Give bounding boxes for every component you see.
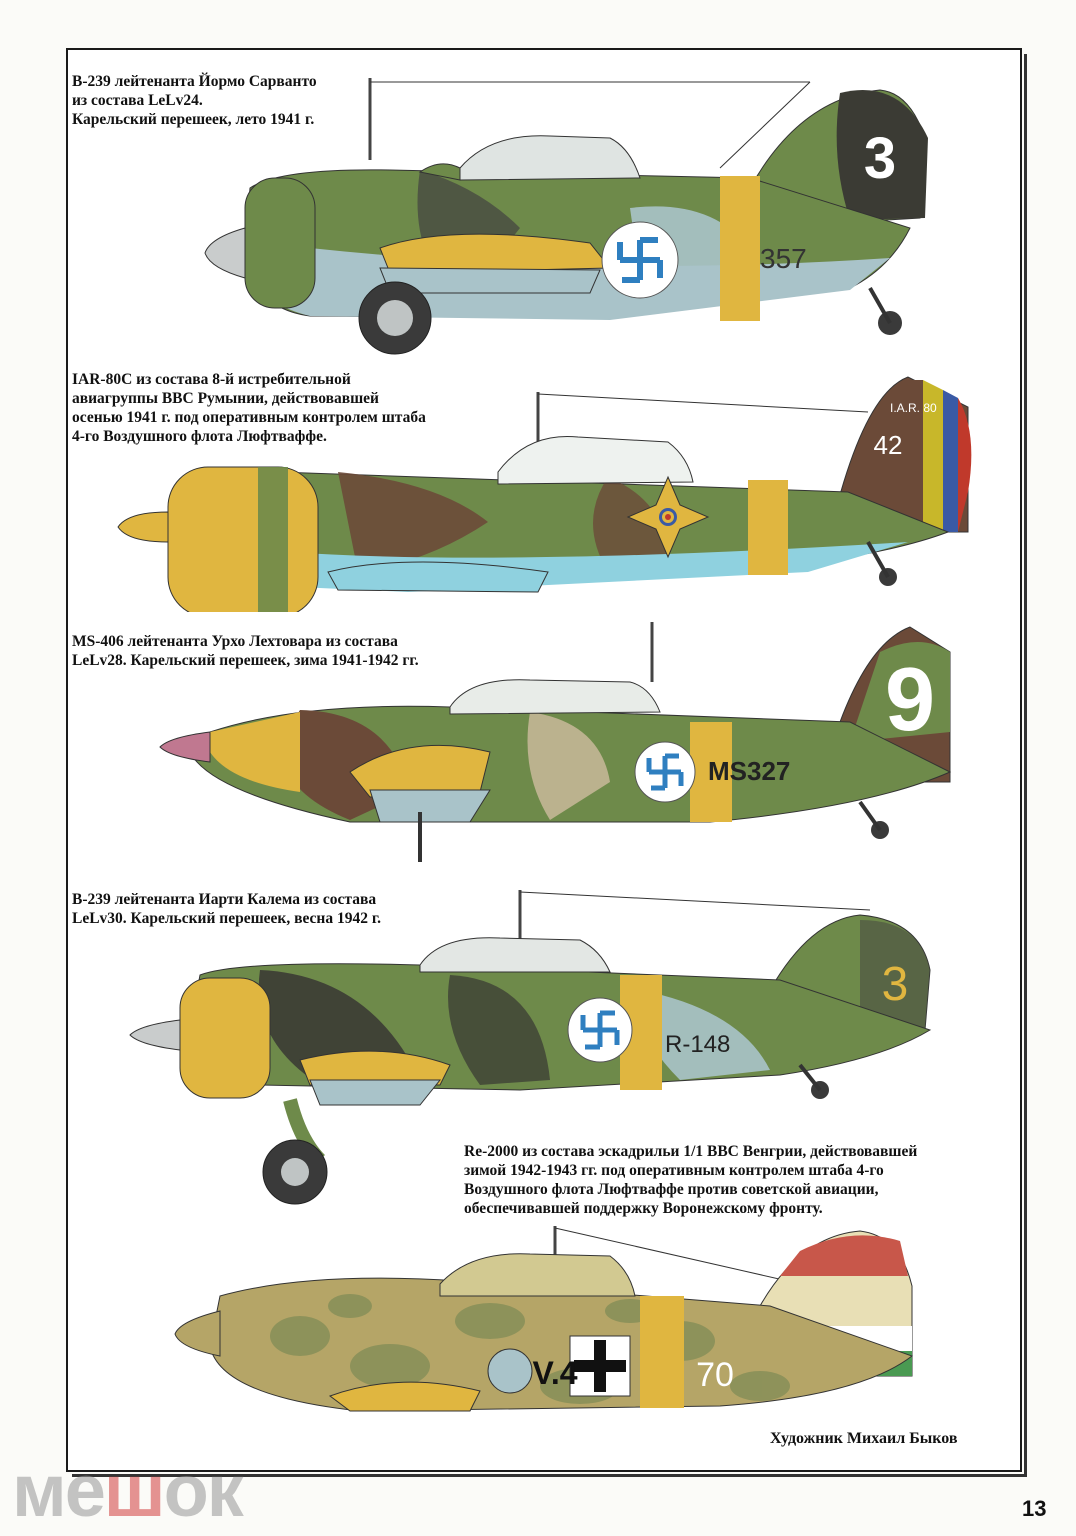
profile-1-tail-marking: 3: [863, 126, 897, 191]
profile-4-tail-marking: 3: [881, 958, 909, 1011]
profile-1-aircraft: [190, 78, 960, 360]
profile-5-caption: Re-2000 из состава эскадрильи 1/1 ВВС Венгрии, действовавшей зимой 1942-1943 гг. под оперативным контролем штаба 4-го Воздушного флота Люфтваффе против советской авиации, обеспечивавшей поддержку Воронежскому фронту.: [464, 1143, 918, 1217]
profile-1-caption: B-239 лейтенанта Йормо Сарванто из состава LeLv24. Карельский перешеек, лето 1941 г.: [72, 73, 317, 128]
profile-4-fuselage-code: R-148: [665, 1031, 731, 1058]
watermark-part-2: ш: [103, 1449, 164, 1532]
profile-5-tail-marking: 70: [696, 1356, 734, 1394]
profile-2-aircraft: [108, 372, 978, 612]
profile-3-tail-marking: 9: [884, 650, 936, 750]
watermark-part-1: ме: [12, 1449, 104, 1532]
profile-3-aircraft: [150, 622, 960, 864]
profile-1-fuselage-code: 357: [760, 243, 807, 274]
profile-2-caption: IAR-80C из состава 8-й истребительной авиагруппы ВВС Румынии, действовавшей осенью 1941 г. под оперативным контролем штаба 4-го Воздушного флота Люфтваффе.: [72, 371, 426, 445]
profile-2-tail-text: I.A.R. 80: [890, 401, 937, 415]
profile-5-fuselage-code: V.4: [532, 1355, 578, 1391]
profile-3-caption: MS-406 лейтенанта Урхо Лехтовара из состава LeLv28. Карельский перешеек, зима 1941-1942 гг.: [72, 633, 419, 669]
page-number: 13: [1022, 1496, 1047, 1521]
profile-4-caption: B-239 лейтенанта Иарти Калема из состава LeLv30. Карельский перешеек, весна 1942 г.: [72, 891, 382, 927]
profile-3-fuselage-code: MS327: [708, 756, 791, 786]
artist-credit: Художник Михаил Быков: [770, 1430, 958, 1447]
watermark-part-3: ок: [163, 1449, 242, 1532]
profile-5-aircraft: [160, 1226, 950, 1416]
profile-2-tail-marking: 42: [873, 430, 903, 460]
watermark-logo: [12, 1448, 242, 1533]
